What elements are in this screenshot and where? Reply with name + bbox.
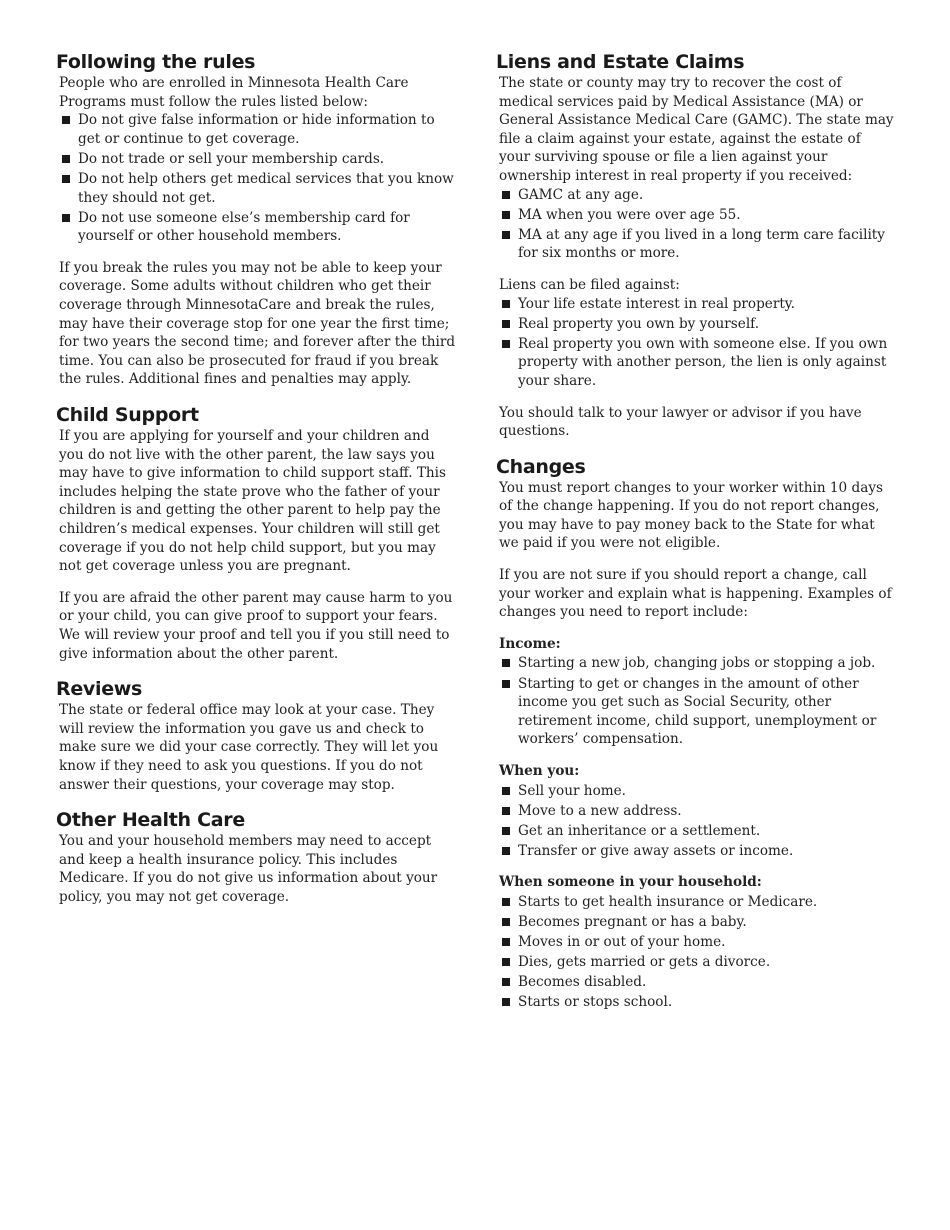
other-health-care-section [56,808,456,906]
section-title: Other Health Care [56,809,245,832]
section-title: Changes [496,455,586,478]
list-item: Do not help others get medical services that you know they should not get. [59,170,456,207]
paragraph: You should talk to your lawyer or advisor if you have questions. [499,404,862,440]
list-item: Starting to get or changes in the amount of other income you get such as Social Security, other retirement income, child support, unemployment or workers’ compensation. [499,675,896,749]
list-item: Move to a new address. [499,802,896,821]
list-item: Becomes disabled. [499,973,896,992]
list-item: MA when you were over age 55. [499,206,896,225]
section-title: Following the rules [56,51,256,73]
reviews-section [56,677,456,794]
section-title: Liens and Estate Claims [496,51,745,73]
list-item: Do not use someone else’s membership card for yourself or other household members. [59,209,456,246]
paragraph: People who are enrolled in Minnesota Health Care Programs must follow the rules listed below: [59,75,409,110]
list-item: Transfer or give away assets or income. [499,842,896,861]
paragraph: You must report changes to your worker within 10 days of the change happening. If you do not report changes, you may have to pay money back to the State for what we paid if you were not eligible. [499,479,883,552]
liens-section [496,50,896,441]
list-item: Starting a new job, changing jobs or stopping a job. [499,654,896,673]
paragraph: If you are afraid the other parent may cause harm to you or your child, you can give proof to support your fears. We will review your proof and tell you if you still need to give information about the other parent. [59,589,453,662]
list-item: Becomes pregnant or has a baby. [499,913,896,932]
paragraph: You and your household members may need to accept and keep a health insurance policy. This includes Medicare. If you do not give us information about your policy, you may not get coverage. [59,833,438,905]
list-item: Do not trade or sell your membership cards. [59,150,456,169]
bullet-list [499,782,896,861]
changes-section [496,455,896,1012]
paragraph: The state or county may try to recover the cost of medical services paid by Medical Assistance (MA) or General Assistance Medical Care (GAMC). The state may file a claim against your estate, against the estate of your surviving spouse or file a lien against your ownership interest in real property if you received: [499,75,894,184]
paragraph: The state or federal office may look at your case. They will review the information you gave us and check to make sure we did your case correctly. They will let you know if they need to ask you questions. If you do not answer their questions, your coverage may stop. [59,702,439,793]
bullet-list [499,893,896,1012]
list-item: Sell your home. [499,782,896,801]
right-column [496,50,896,1026]
list-item: Moves in or out of your home. [499,933,896,952]
list-item: Starts to get health insurance or Medicare. [499,893,896,912]
list-item: Starts or stops school. [499,993,896,1012]
section-title: Reviews [56,678,143,701]
list-item: MA at any age if you lived in a long term care facility for six months or more. [499,226,896,263]
subheading-household: When someone in your household: [499,874,762,891]
paragraph: If you break the rules you may not be able to keep your coverage. Some adults without children who get their coverage through MinnesotaCare and break the rules, may have their coverage stop for one year the first time; for two years the second time; and forever after the third time. You can also be prosecuted for fraud if you break the rules. Additional fines and penalties may apply. [59,259,456,388]
bullet-list [499,186,896,263]
paragraph: Liens can be filed against: [499,276,680,293]
bullet-list [499,295,896,391]
paragraph: If you are applying for yourself and your children and you do not live with the other parent, the law says you may have to give information to child support staff. This includes helping the state prove who the father of your children is and getting the other parent to help pay the children’s medical expenses. Your children will still get coverage if you do not help child support, but you may not get coverage unless you are pregnant. [59,428,447,575]
list-item: Get an inheritance or a settlement. [499,822,896,841]
list-item: Your life estate interest in real property. [499,295,896,314]
paragraph: If you are not sure if you should report a change, call your worker and explain what is happening. Examples of changes you need to report include: [499,567,892,621]
section-title: Child Support [56,404,199,426]
subheading-when-you: When you: [499,762,580,779]
list-item: Dies, gets married or gets a divorce. [499,953,896,972]
list-item: Real property you own with someone else. If you own property with another person, the lien is only against your share. [499,335,896,391]
list-item: GAMC at any age. [499,186,896,205]
list-item: Do not give false information or hide information to get or continue to get coverage. [59,111,456,148]
child-support-section [56,403,456,663]
bullet-list [499,654,896,748]
bullet-list [59,111,456,246]
left-column [56,50,456,920]
subheading-income: Income: [499,635,561,652]
list-item: Real property you own by yourself. [499,315,896,334]
following-rules-section [56,50,456,389]
